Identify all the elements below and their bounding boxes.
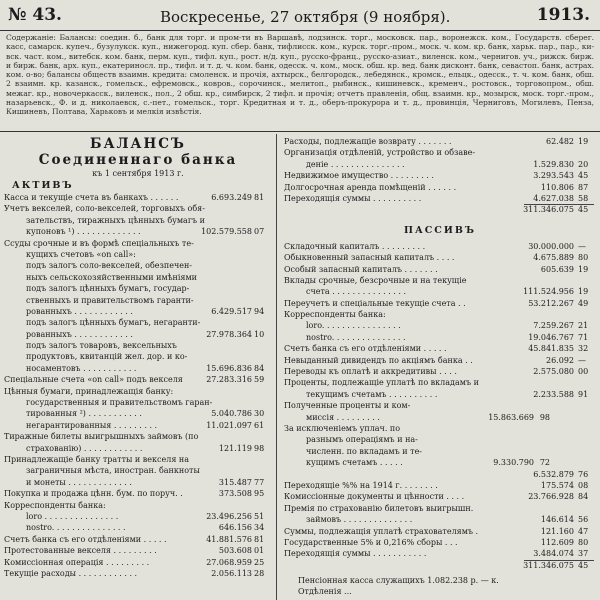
issue-date: Воскресенье, 27 октября (9 ноября). [160, 8, 451, 26]
asset-amount-kopecks: 98 [254, 443, 265, 453]
liability-label: текущимъ счетамъ . . . . . . . . . . [306, 389, 438, 399]
liability-row [284, 446, 596, 457]
asset-amount-kopecks: 45 [578, 171, 589, 181]
asset-amount-kopecks: 07 [254, 227, 265, 237]
liability-row [284, 480, 596, 491]
liability-row [284, 320, 596, 331]
branches-note-row: Отдѣленія ... [298, 587, 352, 597]
asset-row [284, 159, 596, 170]
liability-amount-kopecks: — [578, 241, 586, 251]
asset-label: Касса и текущіе счета въ банкахъ . . . . . . [4, 193, 179, 202]
asset-row [4, 272, 272, 283]
asset-amount-rubles: 5.040.786 [211, 409, 252, 419]
asset-amount-kopecks: 25 [254, 557, 265, 567]
asset-label: Недвижимое имущество . . . . . . . . . [284, 171, 434, 181]
liabilities-total-row: 311.346.075 45 [284, 560, 596, 571]
liability-label: Комиссіонные документы и цѣнности . . . . [284, 492, 465, 502]
liability-subamount-kopecks: 72 [539, 458, 550, 468]
asset-label: Корреспонденты банка: [4, 500, 106, 510]
asset-label: Комиссіонная операція . . . . . . . . . [4, 557, 150, 567]
asset-amount-rubles: 62.482 [546, 137, 574, 146]
asset-row [284, 170, 596, 181]
bank-name: Соединеннаго банка [38, 152, 238, 168]
liability-row [284, 377, 596, 388]
liability-label: кущимъ счетамъ . . . . . [306, 458, 403, 468]
asset-row [4, 306, 272, 317]
asset-row [4, 329, 272, 340]
asset-label: Цѣнныя бумаги, принадлежащія банку: [4, 386, 174, 396]
asset-row [4, 386, 272, 397]
asset-amount-rubles: 4.627.038 [533, 193, 574, 203]
issue-number: № 43. [8, 5, 62, 25]
asset-row [4, 568, 272, 579]
asset-row [4, 511, 272, 522]
balance-date: къ 1 сентября 1913 г. [92, 169, 184, 178]
asset-amount-kopecks: 87 [578, 182, 589, 192]
asset-amount-kopecks: 59 [254, 375, 265, 385]
asset-row [4, 465, 272, 476]
balance-title: БАЛАНСЪ [90, 136, 186, 152]
asset-amount-kopecks: 81 [254, 193, 265, 202]
liability-amount-rubles: 19.046.767 [528, 332, 574, 342]
asset-label: Текущіе расходы . . . . . . . . . . . . [4, 568, 138, 578]
liability-label: Невыданный дивидендъ по акціямъ банка . . [284, 355, 473, 365]
asset-row [4, 545, 272, 556]
liability-row [284, 400, 596, 411]
asset-row [4, 249, 272, 260]
asset-label: кущихъ счетовъ «on call»: [26, 249, 136, 259]
liability-amount-rubles: 30.000.000 [528, 241, 574, 251]
asset-label: деніе . . . . . . . . . . . . . . . [306, 159, 405, 169]
liability-amount-kopecks: 91 [578, 389, 589, 399]
asset-amount-rubles: 27.978.364 [206, 329, 252, 339]
asset-label: Расходы, подлежащіе возврату . . . . . . . [284, 137, 452, 146]
asset-amount-rubles: 6.429.517 [211, 306, 252, 316]
asset-row [4, 420, 272, 431]
liability-label: счета . . . . . . . . . . . . . . . [306, 287, 406, 297]
asset-label: рованныхъ . . . . . . . . . . . . [26, 306, 133, 316]
asset-amount-rubles: 315.487 [218, 477, 252, 487]
asset-label: подъ залогъ цѣнныхъ бумагъ, негаранти- [26, 318, 201, 328]
liability-amount-rubles: 111.524.956 [523, 287, 574, 297]
liability-amount-rubles: 53.212.267 [528, 298, 574, 308]
contents-summary: Содержаніе: Балансы: соедин. б., банк для торг. и пром-ти въ Варшавѣ, лодзинск. торг., московск. пар., воронежск. ком., Государств. сберег. касс, самарск. купеч., бузулукск. куп., нижегород. куп. сбер. банк, тифлисск. ком., курск. торг.-пром., моск. ч. ком. кр. банк, харьк. пар., пар., ки-вск. част. ком., витебск. ком. банк, перм. куп., тифл. куп., рост. н/д. куп., русско-франц., русско-азиат., виленск. ком., чернигов. уч., рижск. бирж. и бирж. банк, арх. куп., екатериносл. пр., тифл. и т. д. ч. ком. банк, одесск. ч. ком., моск. обш. кр. вед. банк дисконт. банк, севастоп. банк, астрах. ком. о-во; балансы обществ взаимн. кредита: смоленск. и прочія, ахтырск., белгородск., лебедянск., кромск., ельцк., одесск., т. ч. ком. банк, обш. 2 взаимн. кр. казанск., гомельск., ефремовск., ковров., сорочинск., мелитоп., рыбинск., кишиневск., кременч., ростовск., торговопром., обш. межаг. кр., новочеркасск., виленск., пол., 2 обш. кр., симбирск, 2 тифл. и прочія; отчетъ правленія, общ. взаимн. кр., мозырск, моск. торг.-пром., назарьевск., Ф. и д. николаевск, с.-пет., гомельск., торг. Кредитная и т. д., оберъ-прокурора и т. д., провинція, Черниговъ, Могилевъ, Пенза, Кишиневъ, Полтава, Харьковъ и мелкія извѣстія. [6, 33, 594, 117]
liability-row [284, 389, 596, 400]
asset-label: ственныхъ и правительствомъ гаранти- [26, 295, 194, 305]
liability-amount-rubles: 2.233.588 [533, 389, 574, 399]
asset-amount-kopecks: 58 [578, 193, 589, 203]
asset-label: и монеты . . . . . . . . . . . . . [26, 477, 132, 487]
asset-row [4, 522, 272, 533]
asset-row [4, 226, 272, 237]
liability-label: Счетъ банка съ его отдѣленіями . . . . . [284, 344, 447, 354]
asset-row [4, 317, 272, 328]
asset-amount-rubles: 102.579.558 [201, 227, 252, 237]
asset-amount-kopecks: 94 [254, 306, 265, 316]
liability-label: Переводы къ оплатѣ и аккредитивы . . . . [284, 367, 457, 377]
asset-row [4, 351, 272, 362]
liability-amount-rubles: 121.160 [540, 526, 574, 536]
liability-label: Обыкновенный запасный капиталъ . . . . [284, 253, 455, 263]
liability-label: разнымъ операціямъ и на- [306, 435, 418, 445]
liability-amount-kopecks: 21 [578, 321, 589, 331]
asset-row [284, 193, 596, 204]
asset-label: Принадлежащіе банку тратты и векселя на [4, 454, 190, 464]
assets-table [4, 192, 272, 579]
asset-amount-kopecks: 01 [254, 546, 265, 556]
asset-row [4, 454, 272, 465]
liability-label: Вклады срочные, безсрочные и на текущіе [284, 275, 467, 285]
liabilities-heading: ПАССИВЪ [404, 224, 476, 236]
assets-total: 311.346.075 [523, 205, 574, 215]
asset-amount-kopecks: 77 [254, 477, 265, 487]
asset-row [4, 500, 272, 511]
liability-label: Полученные проценты и ком- [284, 401, 411, 411]
liability-label: миссія . . . . . . . . . [306, 412, 380, 422]
liability-label: Особый запасный капиталъ . . . . . . . [284, 264, 438, 274]
asset-amount-rubles: 110.806 [540, 182, 574, 192]
liability-amount-rubles: 146.614 [540, 515, 574, 525]
asset-label: ныхъ сельскохозяйственными имѣніями [26, 272, 198, 282]
liability-row [284, 469, 596, 480]
liability-row [284, 514, 596, 525]
asset-amount-kopecks: 51 [254, 511, 265, 521]
liability-row [284, 526, 596, 537]
liability-label: Корреспонденты банка: [284, 310, 386, 320]
asset-label: подъ залогъ соло-векселей, обезпечен- [26, 261, 193, 271]
asset-amount-kopecks: 95 [254, 489, 265, 499]
asset-label: тированныя ²) . . . . . . . . . . . [26, 409, 142, 419]
liability-amount-rubles: 23.766.928 [528, 492, 574, 502]
liability-amount-kopecks: 19 [578, 287, 589, 297]
liability-row [284, 264, 596, 275]
pension-fund-row: Пенсіонная касса служащихъ 1.082.238 р. — к. [298, 576, 499, 586]
asset-amount-kopecks: 20 [578, 159, 589, 169]
asset-row [4, 477, 272, 488]
liability-row [284, 434, 596, 445]
asset-row [4, 397, 272, 408]
liability-subamount-rubles: 15.863.669 [488, 412, 534, 422]
asset-label: рованныхъ . . . . . . . . . . . . [26, 329, 133, 339]
liability-amount-kopecks: 49 [578, 298, 589, 308]
liability-amount-kopecks: 00 [578, 367, 589, 377]
liability-amount-rubles: 605.639 [540, 264, 574, 274]
asset-label: Покупка и продажа цѣнн. бум. по поруч. . [4, 489, 183, 499]
asset-label: loro . . . . . . . . . . . . . . . [26, 511, 119, 521]
liability-amount-rubles: 175.574 [540, 480, 574, 490]
asset-row [4, 443, 272, 454]
liability-row [284, 241, 596, 252]
liability-amount-kopecks: 80 [578, 537, 589, 547]
asset-amount-rubles: 373.508 [218, 489, 252, 499]
asset-amount-rubles: 23.496.256 [206, 511, 252, 521]
liability-row [284, 537, 596, 548]
asset-row [4, 431, 272, 442]
liability-amount-kopecks: 76 [578, 469, 589, 479]
issue-year: 1913. [536, 5, 590, 25]
asset-label: Счетъ банка съ его отдѣленіями . . . . . [4, 534, 167, 544]
asset-row [4, 215, 272, 226]
liability-label: Переучетъ и спеціальные текущіе счета . . [284, 298, 466, 308]
asset-label: nostro. . . . . . . . . . . . . . . [26, 523, 126, 533]
asset-label: Ссуды срочные и въ формѣ спеціальныхъ те- [4, 238, 194, 248]
liabilities-total: 311.346.075 [523, 560, 574, 570]
asset-row [4, 260, 272, 271]
asset-row [4, 488, 272, 499]
asset-label: подъ залогъ товаровъ, вексельныхъ [26, 341, 177, 351]
liability-row [284, 503, 596, 514]
asset-label: зательствъ, тиражныхъ цѣнныхъ бумагъ и [26, 215, 205, 225]
asset-label: негарантированныя . . . . . . . . . [26, 420, 158, 430]
liability-row [284, 309, 596, 320]
liability-row [284, 298, 596, 309]
asset-amount-kopecks: 81 [254, 534, 265, 544]
liability-amount-kopecks: 80 [578, 253, 589, 263]
liability-row [284, 548, 596, 559]
liability-subamount-rubles: 9.330.790 [493, 458, 534, 468]
asset-amount-rubles: 2.056.113 [211, 568, 252, 578]
liability-amount-rubles: 3.484.074 [533, 549, 574, 559]
asset-label: страхованію) . . . . . . . . . . . . [26, 443, 143, 453]
liability-amount-kopecks: 37 [578, 549, 589, 559]
asset-amount-rubles: 121.119 [218, 443, 252, 453]
asset-amount-rubles: 1.529.830 [533, 159, 574, 169]
liability-row [284, 457, 596, 468]
asset-label: государственныя и правительствомъ гаран- [26, 398, 213, 408]
right-column [284, 136, 596, 598]
liability-row [284, 366, 596, 377]
asset-amount-kopecks: 34 [254, 523, 265, 533]
liability-label: Переходящіе %% на 1914 г. . . . . . . . [284, 480, 438, 490]
asset-amount-rubles: 15.696.836 [206, 363, 252, 373]
divider [0, 131, 600, 132]
liability-amount-rubles: 6.532.879 [533, 469, 574, 479]
liability-label: Премія по страхованію билетовъ выигрышн. [284, 503, 474, 513]
asset-amount-kopecks: 61 [254, 420, 265, 430]
liability-amount-rubles: 4.675.889 [533, 253, 574, 263]
asset-amount-rubles: 646.156 [218, 523, 252, 533]
liability-amount-rubles: 45.841.835 [528, 344, 574, 354]
asset-row [4, 238, 272, 249]
liability-subamount-kopecks: 98 [539, 412, 550, 422]
asset-label: Тиражные билеты выигрышныхъ займовъ (по [4, 432, 199, 442]
asset-amount-kopecks: 30 [254, 409, 265, 419]
asset-label: Протестованные векселя . . . . . . . . . [4, 546, 157, 556]
asset-label: купоновъ ¹) . . . . . . . . . . . . . [26, 227, 141, 237]
liability-amount-kopecks: 08 [578, 480, 589, 490]
liability-row [284, 343, 596, 354]
asset-row [4, 557, 272, 568]
asset-amount-rubles: 27.283.316 [206, 375, 252, 385]
liability-amount-kopecks: 47 [578, 526, 589, 536]
liability-amount-rubles: 26.092 [546, 355, 574, 365]
liability-label: Складочный капиталъ . . . . . . . . . [284, 241, 426, 251]
liability-amount-kopecks: 32 [578, 344, 589, 354]
asset-row [4, 374, 272, 385]
asset-label: Долгосрочная аренда помѣщеній . . . . . . [284, 182, 457, 192]
asset-label: продуктовъ, квитанцій жел. дор. и ко- [26, 352, 188, 362]
asset-label: Переходящія суммы . . . . . . . . . . [284, 193, 422, 203]
liability-label: Проценты, подлежащіе уплатѣ по вкладамъ и [284, 378, 479, 388]
liability-row [284, 332, 596, 343]
left-column [4, 136, 272, 579]
liability-row [284, 412, 596, 423]
asset-row [4, 192, 272, 203]
asset-amount-kopecks: 10 [254, 329, 265, 339]
asset-amount-rubles: 3.293.543 [533, 171, 574, 181]
asset-label: Организація отдѣленій, устройство и обзаве- [284, 148, 476, 158]
liability-label: Переходящія суммы . . . . . . . . . . . [284, 549, 427, 559]
asset-label: Спеціальные счета «on call» подъ векселя [4, 375, 183, 385]
asset-row [4, 203, 272, 214]
liability-label: Суммы, подлежащія уплатѣ страхователямъ . [284, 526, 479, 536]
asset-label: подъ залогъ цѣнныхъ бумагъ, государ- [26, 284, 190, 294]
liabilities-table [284, 241, 596, 560]
asset-row [4, 340, 272, 351]
masthead [0, 0, 600, 31]
asset-label: носаментовъ . . . . . . . . . . . [26, 363, 137, 373]
assets-heading: АКТИВЪ [12, 180, 74, 191]
liability-row [284, 275, 596, 286]
asset-amount-rubles: 11.021.097 [206, 420, 252, 430]
asset-row [284, 182, 596, 193]
asset-amount-kopecks: 19 [578, 137, 589, 146]
liability-row [284, 491, 596, 502]
liability-row [284, 355, 596, 366]
liability-row [284, 252, 596, 263]
asset-row [4, 283, 272, 294]
asset-row [284, 136, 596, 147]
liability-row [284, 286, 596, 297]
assets-continued [284, 136, 596, 204]
asset-amount-kopecks: 84 [254, 363, 265, 373]
liability-amount-kopecks: 84 [578, 492, 589, 502]
asset-amount-rubles: 503.608 [218, 546, 252, 556]
liability-amount-rubles: 7.259.267 [533, 321, 574, 331]
liability-row [284, 423, 596, 434]
asset-amount-rubles: 6.693.249 [211, 193, 252, 202]
liability-label: Государственные 5% и 0,216% сборы . . . [284, 537, 458, 547]
liability-amount-kopecks: — [578, 355, 586, 365]
liability-label: За исключеніемъ уплач. по [284, 423, 401, 433]
column-divider [276, 134, 277, 600]
asset-amount-rubles: 41.881.576 [206, 534, 252, 544]
asset-amount-rubles: 27.068.959 [206, 557, 252, 567]
liability-amount-kopecks: 71 [578, 332, 589, 342]
liability-label: nostro. . . . . . . . . . . . . . . [306, 332, 406, 342]
asset-row [4, 408, 272, 419]
asset-row [4, 295, 272, 306]
asset-label: Учетъ векселей, соло-векселей, торговыхъ обя- [4, 204, 205, 214]
liability-amount-rubles: 2.575.080 [533, 367, 574, 377]
liability-amount-rubles: 112.609 [540, 537, 574, 547]
liability-label: loro. . . . . . . . . . . . . . . . [306, 321, 401, 331]
asset-row [4, 534, 272, 545]
assets-total-row: 311.346.075 45 [284, 204, 596, 215]
asset-row [284, 147, 596, 158]
liability-label: займовъ . . . . . . . . . . . . . . [306, 515, 413, 525]
asset-label: заграничныя мѣста, иностран. банкноты [26, 466, 200, 476]
asset-amount-kopecks: 28 [254, 568, 265, 578]
liability-amount-kopecks: 56 [578, 515, 589, 525]
liability-label: численн. по вкладамъ и те- [306, 446, 423, 456]
asset-row [4, 363, 272, 374]
liability-amount-kopecks: 19 [578, 264, 589, 274]
